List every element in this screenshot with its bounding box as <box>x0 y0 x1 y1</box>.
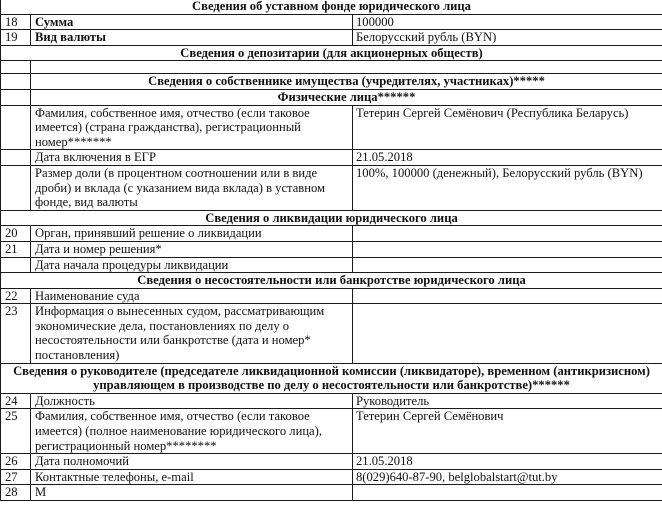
row-value <box>353 304 662 363</box>
row-value: 100%, 100000 (денежный), Белорусский рубль (BYN) <box>353 165 662 210</box>
table-row <box>1 288 662 304</box>
table-row <box>1 30 662 46</box>
section-heading-fund: Сведения об уставном фонде юридического лица <box>1 0 662 14</box>
section-heading-owner: Сведения о собственнике имущества (учредителях, участниках)***** <box>31 74 662 90</box>
row-label: Сумма <box>31 14 353 30</box>
empty-cell <box>1 74 31 90</box>
empty-cell <box>1 257 31 273</box>
row-label: Дата начала процедуры ликвидации <box>31 257 353 273</box>
row-number: 28 <box>1 485 31 501</box>
empty-cell <box>31 61 662 74</box>
row-value <box>353 257 662 273</box>
section-row <box>1 74 662 90</box>
table-row <box>1 304 662 363</box>
row-value <box>353 288 662 304</box>
empty-cell <box>1 89 31 105</box>
empty-cell <box>1 165 31 210</box>
row-value: Руководитель <box>353 393 662 409</box>
row-label: Фамилия, собственное имя, отчество (если таковое имеется) (полное наименование юридического лица), регистрационный номер******** <box>31 409 353 454</box>
row-value: Тетерин Сергей Семёнович <box>353 409 662 454</box>
empty-cell <box>1 61 31 74</box>
row-label: Орган, принявший решение о ликвидации <box>31 226 353 242</box>
table-row <box>1 469 662 485</box>
row-label: Контактные телефоны, e-mail <box>31 469 353 485</box>
row-label: Фамилия, собственное имя, отчество (если таковое имеется) (страна гражданства), регистрационный номер******* <box>31 105 353 150</box>
row-value <box>353 241 662 257</box>
row-number: 18 <box>1 14 31 30</box>
row-number: 21 <box>1 241 31 257</box>
row-label: Дата и номер решения* <box>31 241 353 257</box>
row-value: Тетерин Сергей Семёнович (Республика Беларусь) <box>353 105 662 150</box>
row-number: 20 <box>1 226 31 242</box>
section-row <box>1 89 662 105</box>
table-row <box>1 150 662 166</box>
row-value: 21.05.2018 <box>353 454 662 470</box>
row-label: Наименование суда <box>31 288 353 304</box>
row-number: 19 <box>1 30 31 46</box>
row-label: Дата включения в ЕГР <box>31 150 353 166</box>
table-row <box>1 165 662 210</box>
row-value <box>353 226 662 242</box>
section-row <box>1 0 662 14</box>
row-label: М <box>31 485 353 501</box>
row-label: Размер доли (в процентном соотношении или в виде дроби) и вклада (с указанием вида вклада) в уставном фонде, вид валюты <box>31 165 353 210</box>
row-label: Должность <box>31 393 353 409</box>
table-row <box>1 485 662 501</box>
row-number: 27 <box>1 469 31 485</box>
section-row <box>1 210 662 226</box>
section-heading-individuals: Физические лица****** <box>31 89 662 105</box>
row-number: 26 <box>1 454 31 470</box>
row-value: 21.05.2018 <box>353 150 662 166</box>
table-row <box>1 61 662 74</box>
table-row <box>1 257 662 273</box>
table-row <box>1 14 662 30</box>
row-value: Белорусский рубль (BYN) <box>353 30 662 46</box>
row-label: Дата полномочий <box>31 454 353 470</box>
empty-cell <box>1 150 31 166</box>
section-heading-bankruptcy: Сведения о несостоятельности или банкротстве юридического лица <box>1 273 662 289</box>
row-value: 8(029)640-87-90, belglobalstart@tut.by <box>353 469 662 485</box>
row-number: 23 <box>1 304 31 363</box>
section-heading-depository: Сведения о депозитарии (для акционерных обществ) <box>1 45 662 61</box>
row-value: 100000 <box>353 14 662 30</box>
row-value <box>353 485 662 501</box>
table-row <box>1 409 662 454</box>
table-row <box>1 393 662 409</box>
row-number: 25 <box>1 409 31 454</box>
empty-cell <box>1 105 31 150</box>
section-row <box>1 45 662 61</box>
table-row <box>1 241 662 257</box>
section-heading-manager: Сведения о руководителе (председателе ликвидационной комиссии (ликвидаторе), временном (антикризисном) управляющем в производстве по делу о несостоятельности или банкротстве)****** <box>1 363 662 393</box>
table-row <box>1 105 662 150</box>
row-number: 22 <box>1 288 31 304</box>
row-label: Вид валюты <box>31 30 353 46</box>
row-number: 24 <box>1 393 31 409</box>
table-row <box>1 454 662 470</box>
table-row <box>1 226 662 242</box>
section-heading-liquidation: Сведения о ликвидации юридического лица <box>1 210 662 226</box>
section-row <box>1 273 662 289</box>
section-row <box>1 363 662 393</box>
row-label: Информация о вынесенных судом, рассматривающим экономические дела, постановлениях по делу о несостоятельности или банкротстве (дата и номер* постановления) <box>31 304 353 363</box>
